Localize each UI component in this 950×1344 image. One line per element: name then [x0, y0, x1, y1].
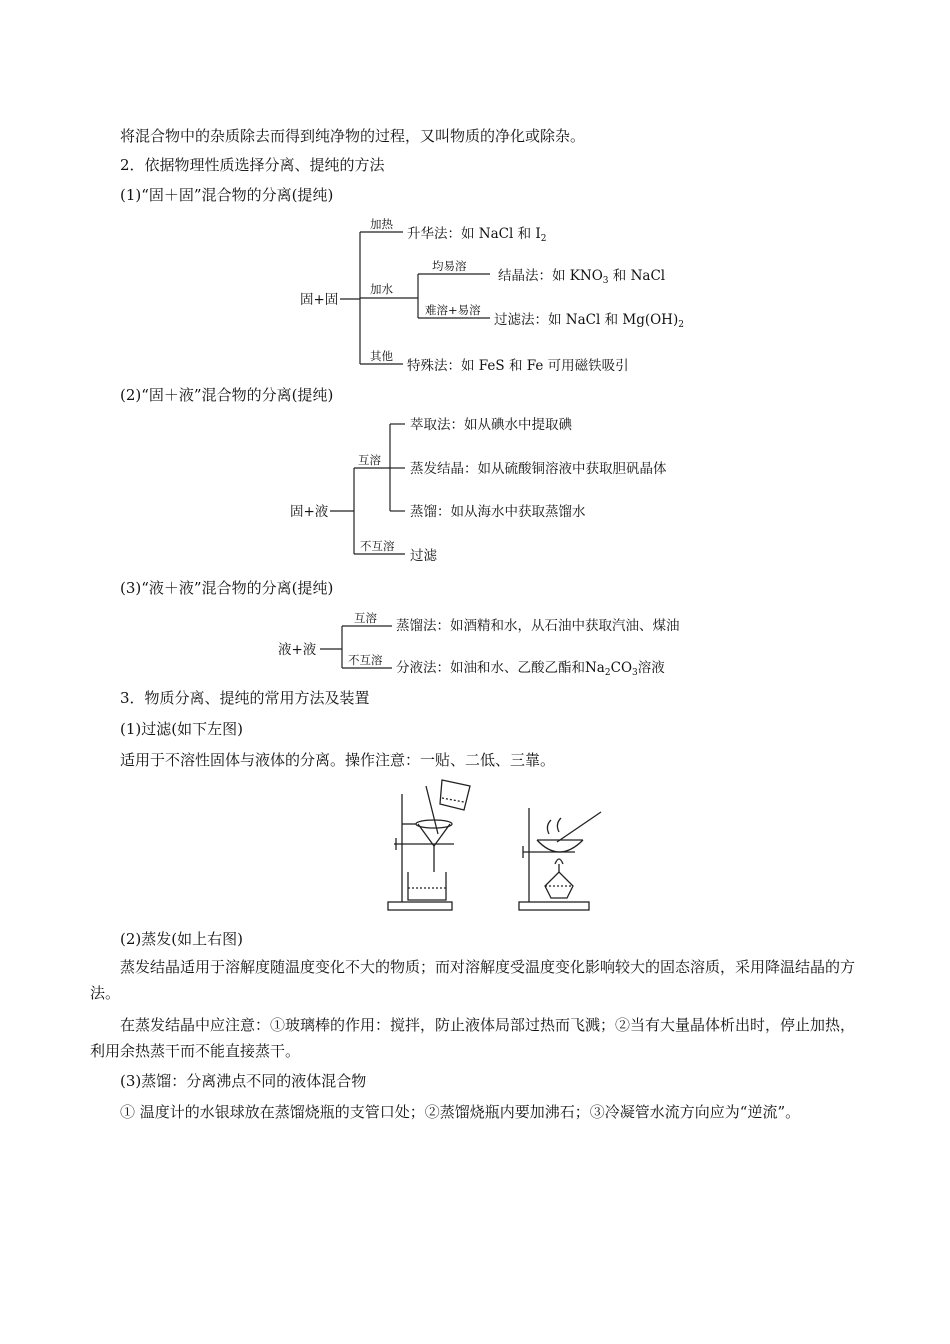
d2-root: 固+液 — [290, 504, 329, 520]
distill-title: (3)蒸馏：分离沸点不同的液体混合物 — [120, 1072, 367, 1090]
section-2-title: 2．依据物理性质选择分离、提纯的方法 — [120, 156, 385, 174]
intro-line: 将混合物中的杂质除去而得到纯净物的过程，又叫物质的净化或除杂。 — [120, 127, 586, 145]
distill-paragraph: ① 温度计的水银球放在蒸馏烧瓶的支管口处；②蒸馏烧瓶内要加沸石；③冷凝管水流方向应为“逆流”。 — [120, 1103, 801, 1121]
d1-b2-label: 加水 — [370, 282, 393, 296]
d3-immiscible-label: 不互溶 — [348, 653, 383, 667]
diagram-solid-liquid — [280, 408, 720, 568]
filter-desc: 适用于不溶性固体与液体的分离。操作注意：一贴、二低、三靠。 — [120, 751, 556, 769]
d3-mutual-label: 互溶 — [354, 611, 377, 625]
d3-item-2: 分液法：如油和水、乙酸乙酯和$Na_2CO_3$溶液 — [396, 660, 665, 678]
diagram-liquid-liquid — [270, 606, 720, 678]
d1-b2b-text: 过滤法：如 NaCl 和 $Mg(OH)_2$ — [494, 312, 684, 330]
evaporation-apparatus-illustration — [515, 806, 615, 916]
sub-1-title: (1)“固＋固”混合物的分离(提纯) — [120, 186, 334, 204]
d2-item-2: 蒸发结晶：如从硫酸铜溶液中获取胆矾晶体 — [410, 461, 667, 477]
d1-root: 固+固 — [300, 292, 339, 308]
d3-item-1: 蒸馏法：如酒精和水，从石油中获取汽油、煤油 — [396, 618, 680, 634]
d1-b3-label: 其他 — [370, 349, 393, 363]
d2-item-3: 蒸馏：如从海水中获取蒸馏水 — [410, 504, 586, 520]
d1-b1-label: 加热 — [370, 217, 393, 231]
filter-title: (1)过滤(如下左图) — [120, 720, 243, 738]
d2-item-1: 萃取法：如从碘水中提取碘 — [410, 417, 572, 433]
d2-mutual-label: 互溶 — [358, 453, 381, 467]
d1-b2a-text: 结晶法：如 $KNO_3$ 和 NaCl — [498, 268, 666, 286]
d1-b1-text: 升华法：如 NaCl 和 $I_2$ — [407, 226, 547, 244]
section-3-title: 3．物质分离、提纯的常用方法及装置 — [120, 689, 370, 707]
d1-b2a-label: 均易溶 — [432, 259, 467, 273]
d2-immiscible-label: 不互溶 — [360, 539, 395, 553]
sub-2-title: (2)“固＋液”混合物的分离(提纯) — [120, 386, 334, 404]
filtration-apparatus-illustration — [384, 776, 484, 916]
d2-item-4: 过滤 — [410, 548, 437, 564]
evap-paragraph-1: 蒸发结晶适用于溶解度随温度变化不大的物质；而对溶解度受温度变化影响较大的固态溶质，采用降温结晶的方法。 — [90, 958, 856, 1002]
d1-b3-text: 特殊法：如 FeS 和 Fe 可用磁铁吸引 — [407, 358, 629, 374]
d1-b2b-label: 难溶+易溶 — [425, 303, 481, 317]
d3-root: 液+液 — [278, 642, 317, 658]
evap-title: (2)蒸发(如上右图) — [120, 930, 243, 948]
evap-paragraph-2: 在蒸发结晶中应注意：①玻璃棒的作用：搅拌，防止液体局部过热而飞溅；②当有大量晶体析出时，停止加热，利用余热蒸干而不能直接蒸干。 — [90, 1016, 856, 1060]
sub-3-title: (3)“液＋液”混合物的分离(提纯) — [120, 579, 334, 597]
diagram-solid-solid — [280, 212, 720, 380]
